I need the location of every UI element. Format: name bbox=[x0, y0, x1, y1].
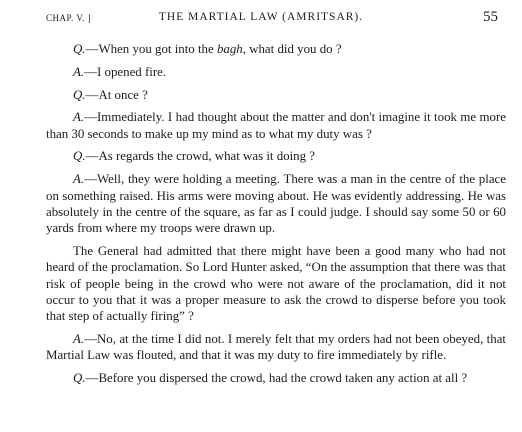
page-number: 55 bbox=[483, 9, 498, 25]
page-body bbox=[46, 41, 506, 386]
paragraph bbox=[46, 64, 506, 80]
paragraph-text: —Immediately. I had thought about the matter and don't imagine it took me more than 30 seconds to make up my mind as to what my duty was ? bbox=[46, 110, 506, 141]
speaker-label: A. bbox=[73, 110, 85, 125]
speaker-label: A. bbox=[73, 172, 85, 187]
italic-term: bagh bbox=[216, 42, 243, 56]
paragraph-text: —No, at the time I did not. I merely felt that my orders had not been obeyed, that Martial Law was flouted, and that it was my duty to fire immediately by rifle. bbox=[46, 331, 506, 363]
paragraph-text: —I opened fire. bbox=[84, 64, 167, 79]
running-header bbox=[0, 10, 522, 30]
paragraph-text: —As regards the crowd, what was it doing ? bbox=[85, 149, 316, 164]
paragraph bbox=[46, 171, 506, 236]
speaker-label: Q. bbox=[73, 149, 86, 164]
paragraph-text: —Before you dispersed the crowd, had the crowd taken any action at all ? bbox=[85, 371, 468, 386]
paragraph bbox=[46, 243, 506, 324]
paragraph bbox=[46, 148, 506, 164]
paragraph bbox=[46, 331, 506, 364]
speaker-label: A. bbox=[73, 331, 85, 346]
chapter-marker: CHAP. V. ] bbox=[46, 13, 92, 23]
paragraph-text: The General had admitted that there might have been a good many who had not heard of the proclamation. So Lord Hunter asked, “On the assumption that there was that risk of people being in the crowd who were not aware of the proclamation, did it not occur to you that it was a proper measure to ask the crowd to disperse before you took that step of actually firing” ? bbox=[46, 243, 506, 324]
paragraph bbox=[46, 109, 506, 142]
paragraph bbox=[46, 87, 506, 103]
paragraph-text: —When you got into the bagh, what did you do ? bbox=[85, 42, 342, 56]
running-title: THE MARTIAL LAW (AMRITSAR). bbox=[158, 11, 364, 23]
paragraph-text: —Well, they were holding a meeting. There was a man in the centre of the place on something raised. His arms were moving about. He was evidently addressing. He was absolutely in the centre of the square, as far as I could judge. I should say some 50 or 60 yards from where my troops were drawn up. bbox=[46, 172, 506, 236]
speaker-label: Q. bbox=[73, 87, 86, 102]
speaker-label: Q. bbox=[73, 42, 86, 56]
speaker-label: A. bbox=[73, 64, 85, 79]
speaker-label: Q. bbox=[73, 371, 86, 386]
paragraph bbox=[46, 41, 506, 57]
paragraph bbox=[46, 370, 506, 386]
paragraph-text: —At once ? bbox=[85, 87, 148, 102]
